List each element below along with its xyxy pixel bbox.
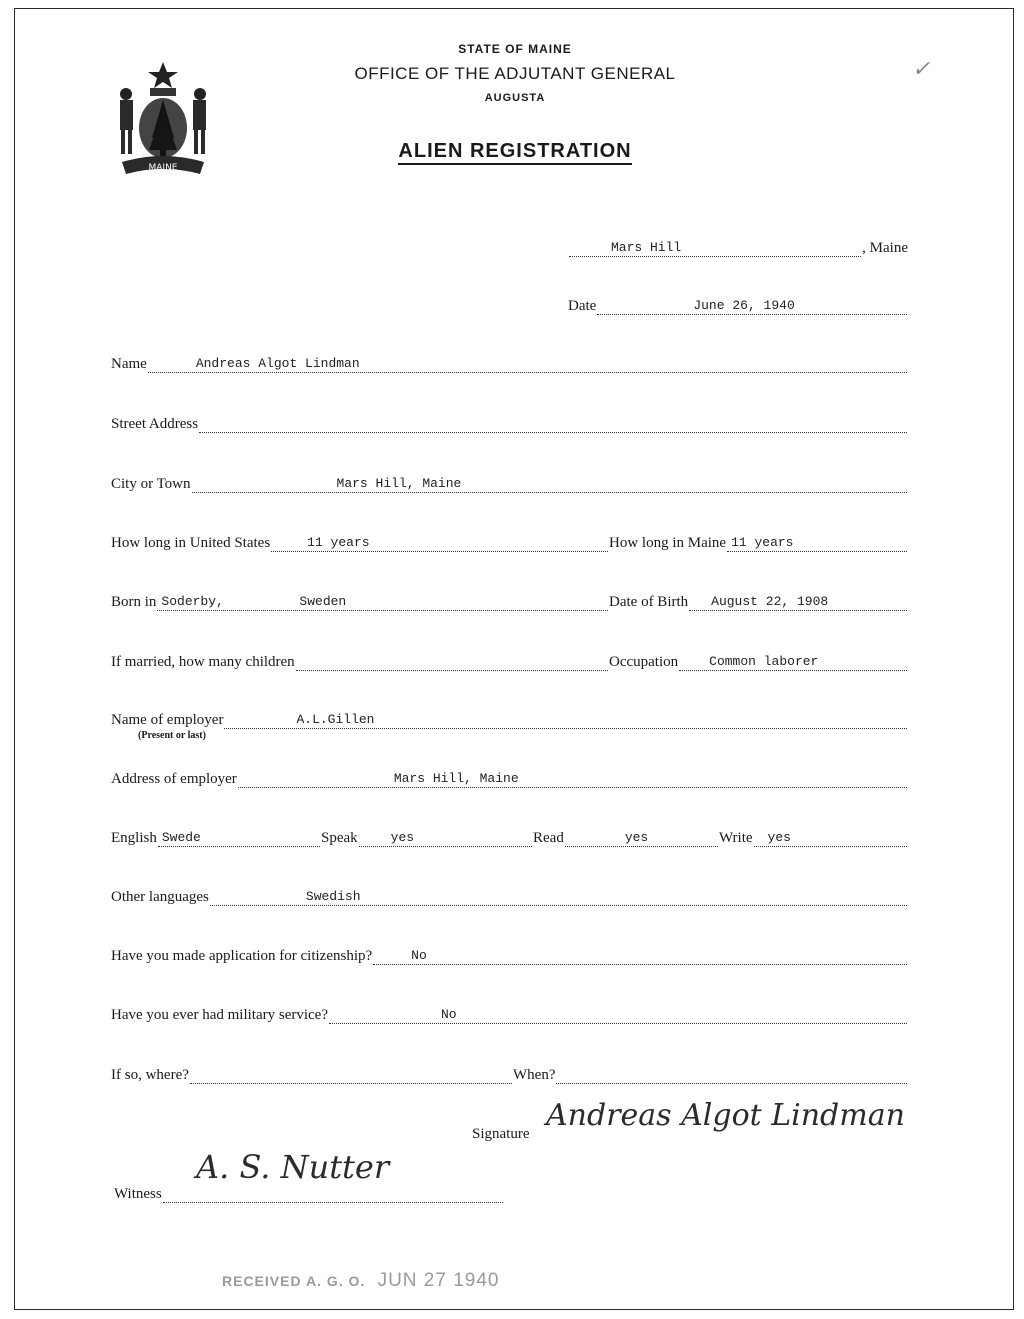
read-label: Read [533,830,564,846]
header-city: AUGUSTA [484,92,546,104]
maine-state-seal [108,58,218,180]
other-languages-value: Swedish [305,889,361,904]
occupation-row [609,654,908,671]
write-label: Write [719,830,753,846]
received-stamp [222,1270,499,1292]
children-label: If married, how many children [111,654,295,670]
received-stamp-date: JUN 27 1940 [377,1270,500,1291]
dob-value: August 22, 1908 [711,594,829,609]
english-value: Swede [161,830,201,845]
other-languages-label: Other languages [111,889,209,905]
employer-label: Name of employer [111,712,224,728]
city-value: Mars Hill, Maine [336,476,462,491]
employer-value: A.L.Gillen [296,712,375,727]
how-long-us-row [111,535,609,552]
how-long-maine-label: How long in Maine [609,535,727,551]
speak-row [321,830,533,847]
check-mark: ✓ [912,56,931,81]
header-state: STATE OF MAINE [458,42,572,56]
occupation-value: Common laborer [709,654,819,669]
employer-address-value: Mars Hill, Maine [393,771,519,786]
english-label: English [111,830,157,846]
speak-value: yes [390,830,415,845]
born-country-value: Sweden [299,594,347,609]
date-value: June 26, 1940 [693,298,795,313]
read-row [533,830,719,847]
date-row [568,298,908,315]
name-row [111,356,908,373]
write-value: yes [767,830,791,845]
form-title: ALIEN REGISTRATION [330,140,700,163]
military-label: Have you ever had military service? [111,1007,328,1023]
when-label: When? [513,1067,556,1083]
citizenship-value: No [411,948,427,963]
where-row [111,1067,513,1084]
witness-handwriting: A. S. Nutter [196,1148,390,1186]
how-long-us-value: 11 years [307,535,370,550]
name-value: Andreas Algot Lindman [195,356,360,371]
where-label: If so, where? [111,1067,189,1083]
write-row [719,830,908,847]
signature-label: Signature [472,1126,530,1142]
employer-address-label: Address of employer [111,771,237,787]
city-label: City or Town [111,476,191,492]
occupation-label: Occupation [609,654,679,670]
speak-label: Speak [321,830,358,846]
signature-handwriting: Andreas Algot Lindman [546,1098,905,1133]
born-town-value: Soderby, [161,594,224,609]
when-row [513,1067,908,1084]
other-languages-row [111,889,908,906]
citizenship-label: Have you made application for citizenship? [111,948,373,964]
place-value: Mars Hill [611,240,682,255]
how-long-maine-value: 11 years [731,535,794,550]
street-label: Street Address [111,416,199,432]
place-suffix: , Maine [862,240,908,256]
citizenship-row [111,948,908,965]
seal-banner-text: MAINE [148,163,178,173]
name-label: Name [111,356,147,372]
military-row [111,1007,908,1024]
dob-row [609,594,908,611]
how-long-us-label: How long in United States [111,535,271,551]
place-row [568,240,908,257]
date-label: Date [568,298,597,314]
received-stamp-prefix: RECEIVED A. G. O. [222,1273,366,1289]
military-value: No [441,1007,457,1022]
born-label: Born in [111,594,157,610]
city-row [111,476,908,493]
born-row [111,594,609,611]
street-row [111,416,908,433]
employer-sublabel: (Present or last) [138,730,206,741]
employer-row [111,712,908,729]
header-office: OFFICE OF THE ADJUTANT GENERAL [354,64,676,83]
employer-address-row [111,771,908,788]
dob-label: Date of Birth [609,594,689,610]
witness-label: Witness [114,1186,162,1202]
children-row [111,654,609,671]
english-row [111,830,321,847]
read-value: yes [624,830,649,845]
witness-row [114,1186,504,1203]
how-long-maine-row [609,535,908,552]
